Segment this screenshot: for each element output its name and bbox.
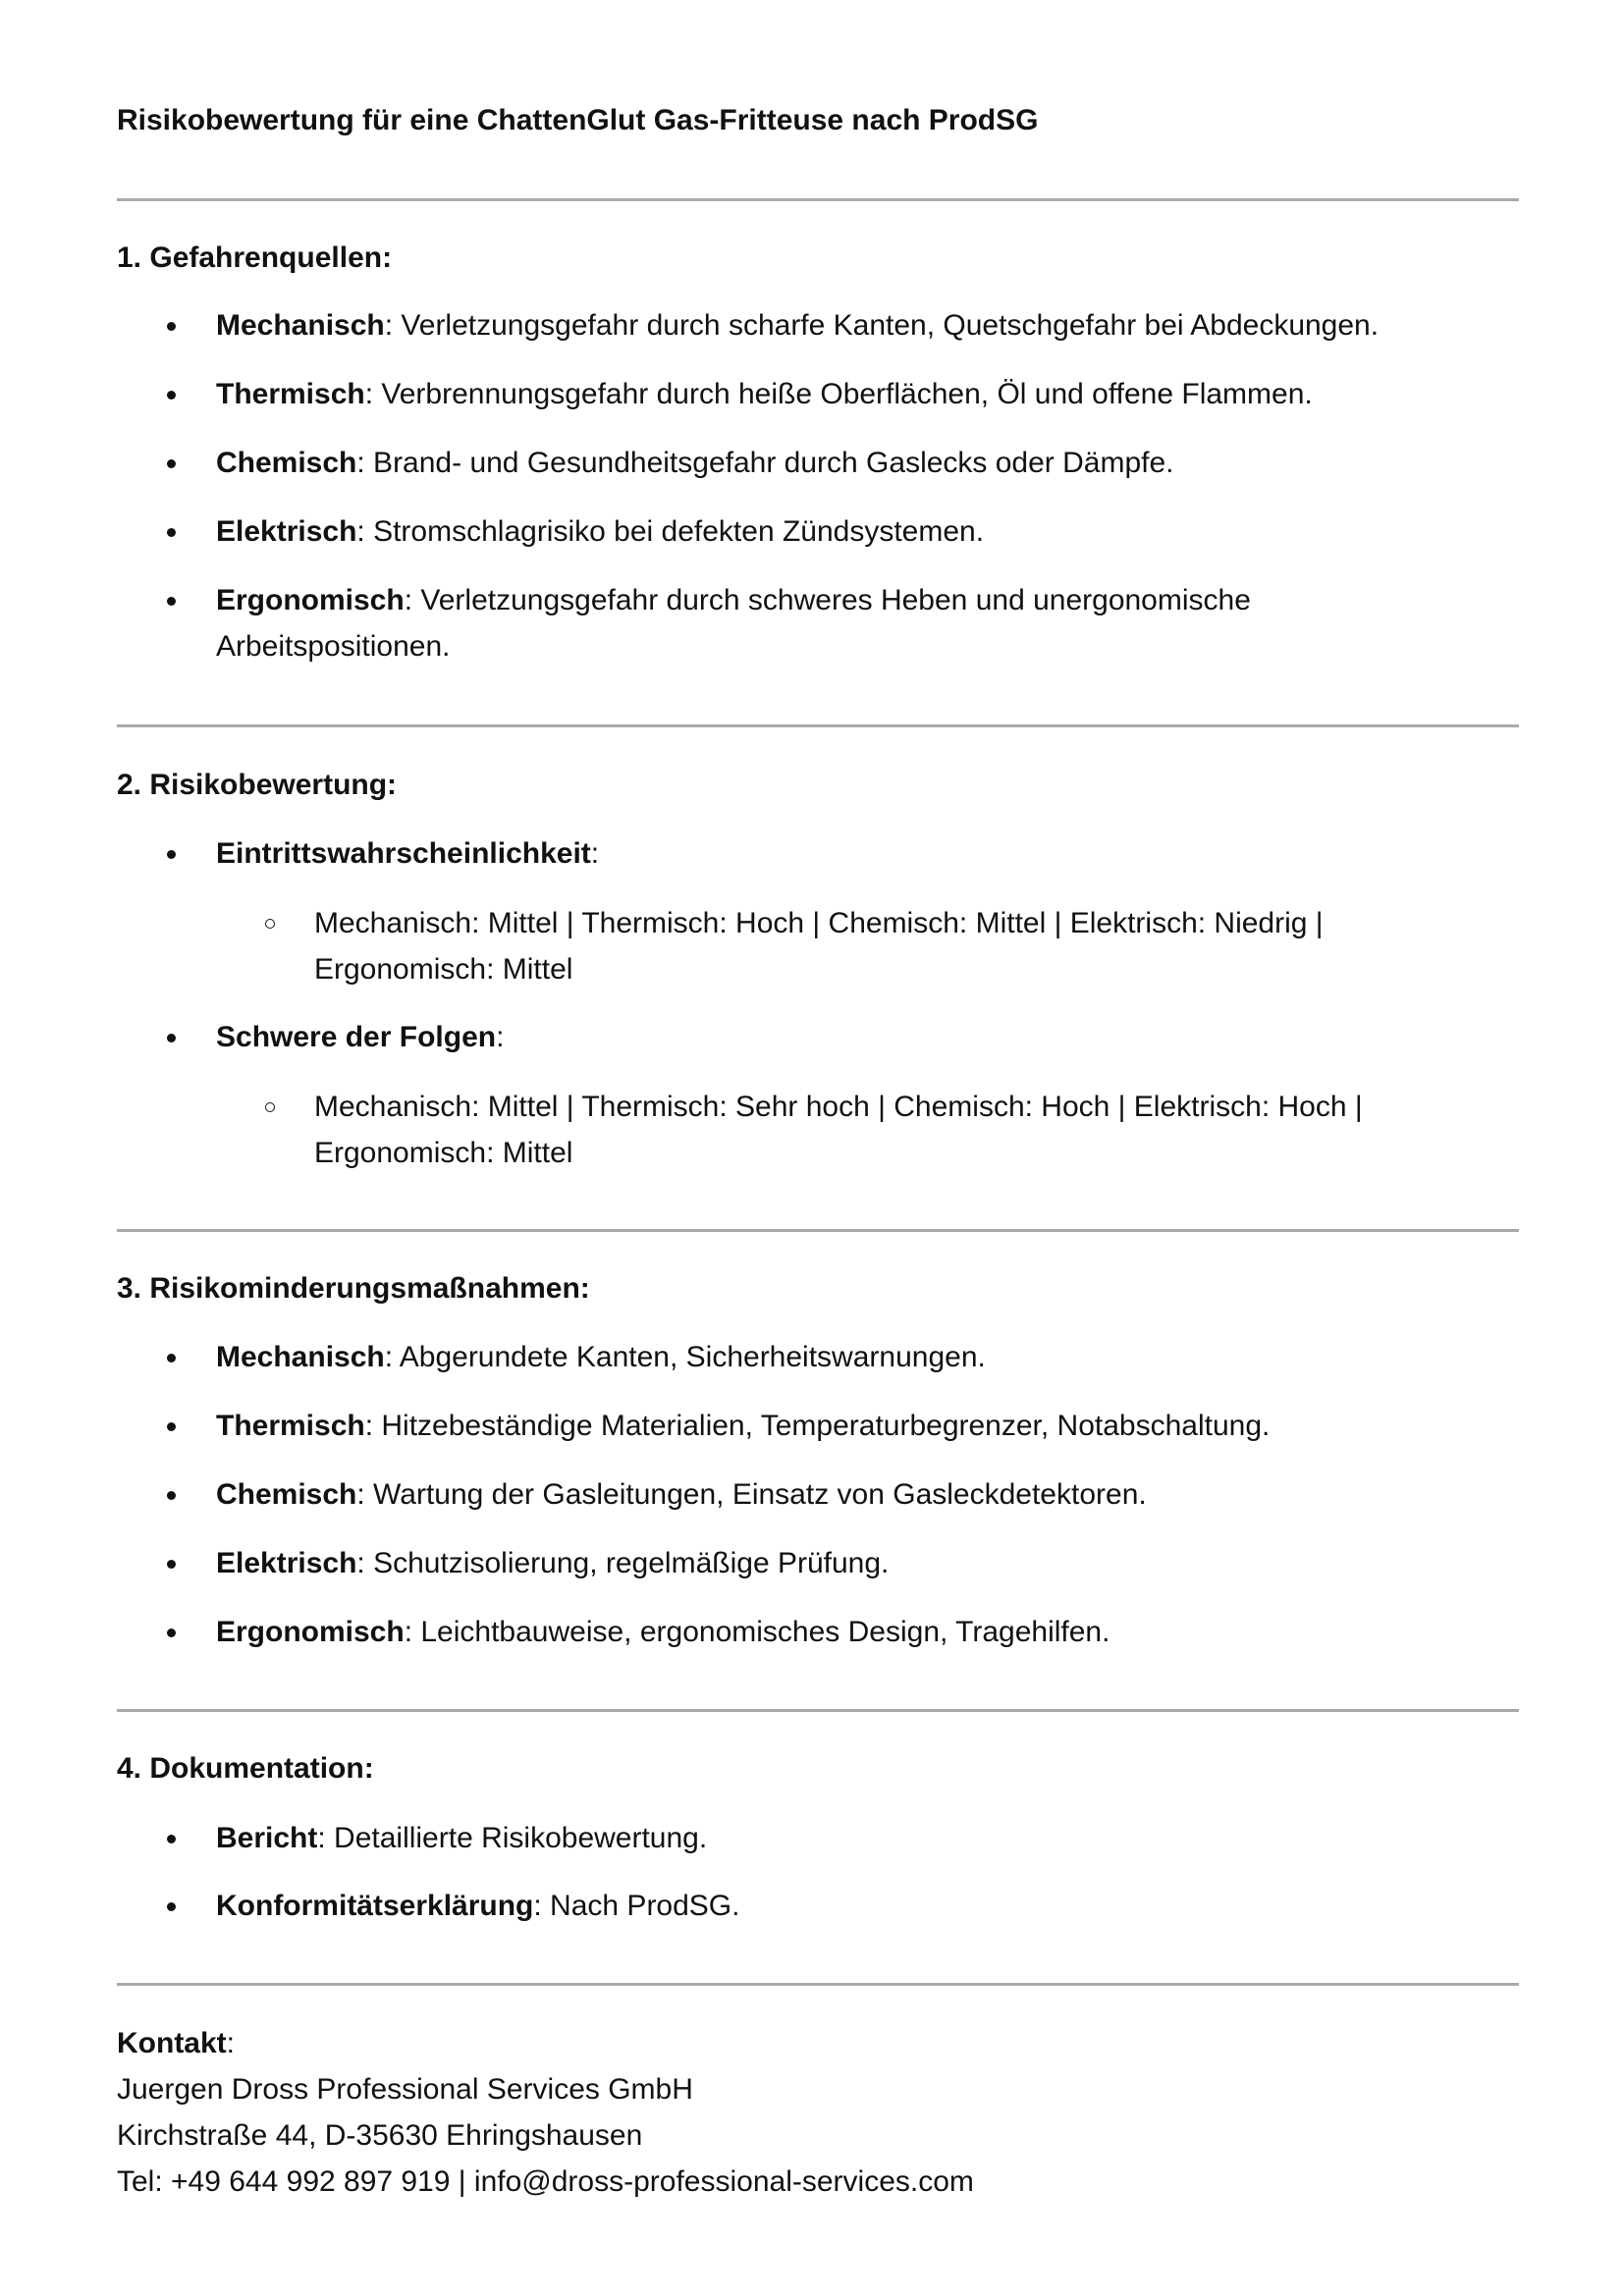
list-item xyxy=(216,830,1512,877)
list-item-term: Thermisch xyxy=(216,1410,365,1442)
section-divider xyxy=(117,1983,1519,1986)
list-item xyxy=(216,577,1394,669)
list-item-text: : Abgerundete Kanten, Sicherheitswarnungen. xyxy=(384,1341,986,1373)
section-divider xyxy=(117,1229,1519,1232)
list-item-text: : xyxy=(496,1021,505,1053)
list-item-term: Konformitätserklärung xyxy=(216,1890,534,1922)
list-item-term: Elektrisch xyxy=(216,515,357,548)
section-divider xyxy=(117,724,1519,727)
section-heading-measures: 3. Risikominderungsmaßnahmen: xyxy=(117,1272,590,1305)
list-item xyxy=(216,302,1512,348)
list-item-text: : Stromschlagrisiko bei defekten Zündsystemen. xyxy=(356,515,985,548)
list-item xyxy=(216,1540,1512,1586)
list-item-term: Bericht xyxy=(216,1822,318,1854)
list-item xyxy=(216,440,1512,486)
contact-address: Kirchstraße 44, D-35630 Ehringshausen xyxy=(117,2119,643,2152)
section-divider xyxy=(117,1709,1519,1712)
section-heading-documentation: 4. Dokumentation: xyxy=(117,1752,374,1785)
sub-list-item: Mechanisch: Mittel | Thermisch: Hoch | Chemisch: Mittel | Elektrisch: Niedrig | Ergonomisch: Mittel xyxy=(314,900,1443,992)
list-item xyxy=(216,508,1512,555)
list-item-term: Chemisch xyxy=(216,447,357,479)
list-item-text: : Leichtbauweise, ergonomisches Design, Tragehilfen. xyxy=(404,1616,1110,1648)
list-item xyxy=(216,1883,1512,1929)
sub-list-item: Mechanisch: Mittel | Thermisch: Sehr hoch | Chemisch: Hoch | Elektrisch: Hoch | Ergonomisch: Mittel xyxy=(314,1084,1473,1176)
list-item-term: Schwere der Folgen xyxy=(216,1021,497,1053)
list-item xyxy=(216,1403,1512,1449)
contact-heading xyxy=(117,2024,235,2063)
contact-label-suffix: : xyxy=(226,2027,236,2059)
list-item xyxy=(216,1014,1512,1060)
list-item-text: : Schutzisolierung, regelmäßige Prüfung. xyxy=(356,1547,890,1579)
list-item-term: Eintrittswahrscheinlichkeit xyxy=(216,837,591,870)
contact-phone-email: Tel: +49 644 992 897 919 | info@dross-professional-services.com xyxy=(117,2165,974,2198)
list-item-term: Thermisch xyxy=(216,378,365,410)
list-item xyxy=(216,1609,1512,1655)
list-item-term: Ergonomisch xyxy=(216,584,405,616)
list-item-text: : Nach ProdSG. xyxy=(533,1890,740,1922)
contact-company: Juergen Dross Professional Services GmbH xyxy=(117,2073,693,2106)
list-item-term: Elektrisch xyxy=(216,1547,357,1579)
list-item-term: Ergonomisch xyxy=(216,1616,405,1648)
list-item-text: : Hitzebeständige Materialien, Temperaturbegrenzer, Notabschaltung. xyxy=(364,1410,1271,1442)
list-item-text: : Verletzungsgefahr durch scharfe Kanten, Quetschgefahr bei Abdeckungen. xyxy=(384,309,1380,342)
document-title: Risikobewertung für eine ChattenGlut Gas-Fritteuse nach ProdSG xyxy=(117,104,1039,136)
list-item-text: : Detaillierte Risikobewertung. xyxy=(317,1822,708,1854)
list-item-term: Chemisch xyxy=(216,1478,357,1511)
list-item xyxy=(216,1471,1512,1518)
list-item xyxy=(216,1334,1512,1380)
section-divider xyxy=(117,198,1519,201)
list-item-text: : Wartung der Gasleitungen, Einsatz von Gasleckdetektoren. xyxy=(356,1478,1147,1511)
section-heading-risk: 2. Risikobewertung: xyxy=(117,769,398,801)
list-item-text: : xyxy=(590,837,600,870)
list-item-text: : Verbrennungsgefahr durch heiße Oberflächen, Öl und offene Flammen. xyxy=(364,378,1313,410)
list-item-text: : Verletzungsgefahr durch schweres Heben und unergonomische Arbeitspositionen. xyxy=(216,584,1251,663)
list-item-text: : Brand- und Gesundheitsgefahr durch Gaslecks oder Dämpfe. xyxy=(356,447,1174,479)
contact-label: Kontakt xyxy=(117,2027,227,2059)
list-item-term: Mechanisch xyxy=(216,309,385,342)
list-item-term: Mechanisch xyxy=(216,1341,385,1373)
list-item xyxy=(216,1815,1512,1861)
section-heading-hazards: 1. Gefahrenquellen: xyxy=(117,241,393,274)
list-item xyxy=(216,371,1512,417)
